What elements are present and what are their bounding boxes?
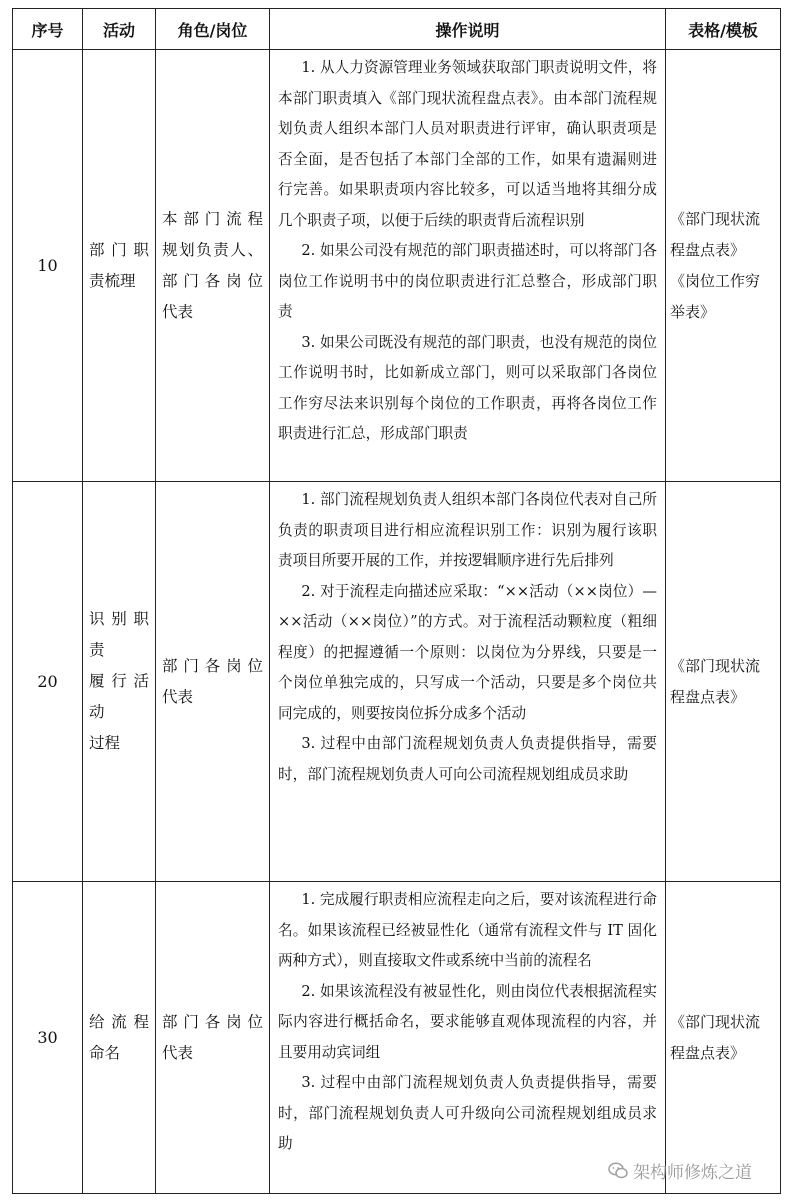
header-template: 表格/模板: [666, 9, 781, 50]
row-number: 10: [13, 50, 83, 482]
activity-line: 履行活动: [89, 672, 149, 721]
role-cell: [156, 50, 270, 482]
activity-cell: [83, 482, 156, 882]
step-paragraph: 1. 部门流程规划负责人组织本部门各岗位代表对自己所负责的职责项目进行相应流程识别工作：识别为履行该职责项目所要开展的工作，并按逻辑顺序进行先后排列: [278, 491, 657, 569]
template-cell: [666, 50, 781, 482]
role-line: 代表: [162, 1043, 194, 1062]
table-row: [13, 50, 781, 482]
role-cell: [156, 882, 270, 1194]
description-cell: [270, 482, 666, 882]
step-paragraph: 3. 过程中由部门流程规划负责人负责提供指导，需要时，部门流程规划负责人可升级向公司流程规划组成员求助: [278, 1074, 657, 1152]
header-activity: 活动: [83, 9, 156, 50]
step-paragraph: 2. 对于流程走向描述应采取：“××活动（××岗位）—××活动（××岗位）”的方式。对于流程活动颗粒度（粗细程度）的把握遵循一个原则：以岗位为分界线，只要是一个岗位单独完成的，只写成一个活动，只要是多个岗位共同完成的，则要按岗位拆分成多个活动: [278, 582, 657, 722]
process-table: [12, 8, 781, 1194]
description-cell: [270, 882, 666, 1194]
activity-line: 责梳理: [89, 271, 136, 290]
table-row: [13, 482, 781, 882]
template-line: 程盘点表》: [670, 687, 746, 706]
step-paragraph: 3. 过程中由部门流程规划负责人负责提供指导，需要时，部门流程规划负责人可向公司流程规划组成员求助: [278, 735, 657, 783]
template-line: 程盘点表》: [670, 240, 746, 259]
template-line: 举表》: [670, 302, 716, 321]
role-line: 代表: [162, 687, 194, 706]
role-cell: [156, 482, 270, 882]
role-line: 部门各岗位: [162, 271, 263, 290]
step-paragraph: 2. 如果公司没有规范的部门职责描述时，可以将部门各岗位工作说明书中的岗位职责进行汇总整合，形成部门职责: [278, 242, 657, 320]
activity-line: 部门职: [89, 240, 149, 259]
role-line: 部门各岗位: [162, 656, 263, 675]
header-role: 角色/岗位: [156, 9, 270, 50]
template-cell: [666, 482, 781, 882]
wechat-icon: [608, 1162, 628, 1184]
table-row: [13, 882, 781, 1194]
template-line: 程盘点表》: [670, 1043, 746, 1062]
role-line: 规划负责人、: [162, 240, 263, 259]
template-line: 《部门现状流: [670, 656, 761, 675]
template-line: 《部门现状流: [670, 1012, 761, 1031]
template-line: 《部门现状流: [670, 209, 761, 228]
step-paragraph: 2. 如果该流程没有被显性化，则由岗位代表根据流程实际内容进行概括命名，要求能够直观体现流程的内容，并且要用动宾词组: [278, 982, 657, 1061]
header-description: 操作说明: [270, 9, 666, 50]
activity-cell: [83, 882, 156, 1194]
role-line: 代表: [162, 302, 194, 321]
activity-line: 给流程: [89, 1012, 149, 1031]
activity-line: 过程: [89, 734, 121, 752]
row-number: 20: [13, 482, 83, 882]
row-number: 30: [13, 882, 83, 1194]
watermark-text: 架构师修炼之道: [633, 1163, 752, 1183]
watermark: [608, 1158, 752, 1184]
role-line: 部门各岗位: [162, 1012, 263, 1031]
header-number: 序号: [13, 9, 83, 50]
activity-cell: [83, 50, 156, 482]
header-row: [13, 9, 781, 50]
description-cell: [270, 50, 666, 482]
activity-line: 命名: [89, 1043, 121, 1062]
step-paragraph: 1. 从人力资源管理业务领域获取部门职责说明文件，将本部门职责填入《部门现状流程盘点表》。由本部门流程规划负责人组织本部门人员对职责进行评审，确认职责项是否全面，是否包括了本部门全部的工作，如果有遗漏则进行完善。如果职责项内容比较多，可以适当地将其细分成几个职责子项，以便于后续的职责背后流程识别: [278, 59, 657, 229]
template-cell: [666, 882, 781, 1194]
step-paragraph: 3. 如果公司既没有规范的部门职责，也没有规范的岗位工作说明书时，比如新成立部门，则可以采取部门各岗位工作穷尽法来识别每个岗位的工作职责，再将各岗位工作职责进行汇总，形成部门职责: [278, 333, 657, 442]
activity-line: 识别职责: [89, 610, 149, 659]
role-line: 本部门流程: [162, 209, 263, 228]
template-line: 《岗位工作穷: [670, 271, 761, 290]
step-paragraph: 1. 完成履行职责相应流程走向之后，要对该流程进行命名。如果该流程已经被显性化（通常有流程文件与 IT 固化两种方式），则直接取文件或系统中当前的流程名: [278, 891, 657, 969]
